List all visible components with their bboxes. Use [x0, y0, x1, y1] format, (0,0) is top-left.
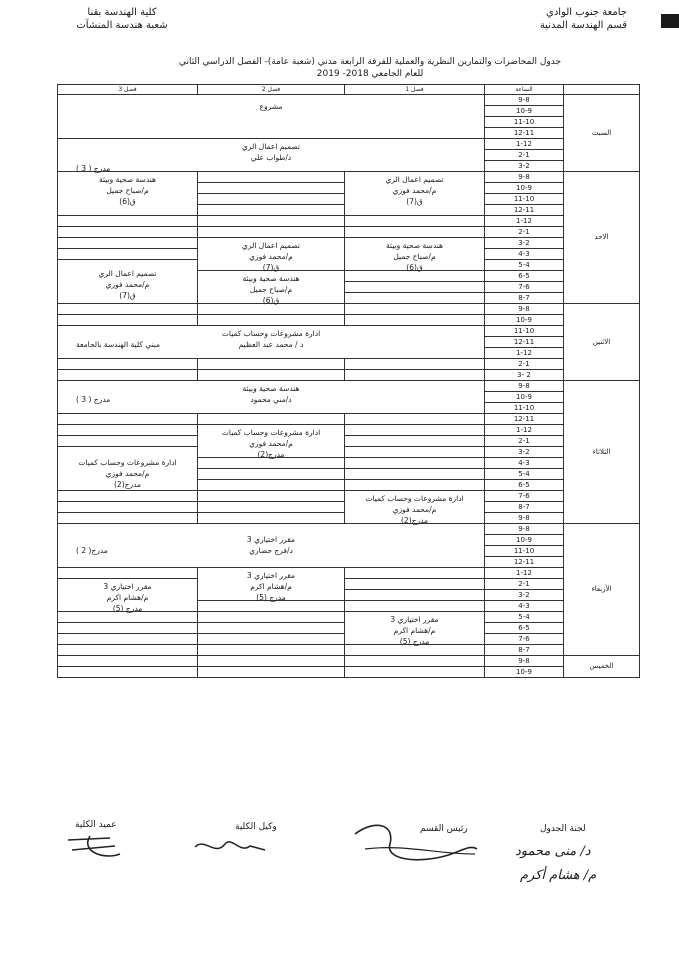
- time-slot: 9-8: [485, 656, 564, 667]
- committee-name-2: م/ هشام أكرم: [520, 868, 597, 883]
- time-slot: 3- 2: [485, 370, 564, 381]
- empty-cell: [198, 216, 345, 227]
- sat-event-irrigation: [58, 139, 485, 172]
- empty-cell: [58, 227, 198, 238]
- day-saturday: السبت: [564, 95, 640, 172]
- time-slot: 11-10: [485, 326, 564, 337]
- empty-cell: [58, 667, 198, 678]
- event-lecturer: م/محمد فوزي: [392, 186, 437, 195]
- time-slot: 6-5: [485, 623, 564, 634]
- event-room: مبني كلية الهندسة بالجامعة: [76, 340, 161, 349]
- empty-cell: [58, 216, 198, 227]
- sun-c3-sanitary: [58, 172, 198, 216]
- time-slot: 1-12: [485, 139, 564, 150]
- empty-cell: [198, 645, 345, 656]
- event-room: ق(7): [119, 291, 136, 300]
- time-slot: 1-12: [485, 425, 564, 436]
- time-slot: 9-8: [485, 381, 564, 392]
- empty-cell: [58, 623, 198, 634]
- faculty-header: [62, 6, 182, 32]
- empty-cell: [198, 359, 345, 370]
- empty-cell: [198, 491, 345, 502]
- event-lecturer: م/محمد فوزي: [392, 505, 437, 514]
- table-header-row: [58, 85, 640, 95]
- time-slot: 4-3: [485, 601, 564, 612]
- empty-cell: [58, 645, 198, 656]
- wed-c1-elective: [345, 612, 485, 645]
- time-slot: 10-9: [485, 392, 564, 403]
- empty-cell: [198, 227, 345, 238]
- event-title: مقرر اختياري 3: [246, 535, 296, 544]
- empty-cell: [58, 238, 198, 249]
- event-lecturer: م/صباح جميل: [249, 285, 293, 294]
- time-slot: 5-4: [485, 469, 564, 480]
- event-lecturer: م/هشام اكرم: [106, 593, 149, 602]
- event-room: ق(7): [262, 263, 280, 272]
- day-monday: الاثنين: [564, 304, 640, 381]
- empty-cell: [345, 601, 485, 612]
- time-slot: 1-12: [485, 216, 564, 227]
- time-slot: 5-4: [485, 612, 564, 623]
- time-slot: 6-5: [485, 480, 564, 491]
- time-slot: 2-1: [485, 227, 564, 238]
- col-class-3: فصل 3: [58, 85, 198, 95]
- event-title: هندسة صحية وبيئة: [99, 175, 156, 184]
- time-slot: 1-12: [485, 568, 564, 579]
- event-lecturer: م/محمد فوزي: [249, 439, 293, 448]
- time-slot: 9-8: [485, 172, 564, 183]
- time-slot: 8-7: [485, 645, 564, 656]
- time-slot: 8-7: [485, 502, 564, 513]
- time-slot: 10-9: [485, 535, 564, 546]
- empty-cell: [198, 370, 345, 381]
- event-lecturer: د / محمد عبد العظيم: [238, 340, 304, 349]
- empty-cell: [198, 205, 345, 216]
- schedule-title: جدول المحاضرات والتمارين النظرية والعملية للفرقة الرابعة مدني (شعبة عامة)- الفصل الدراسي الثاني: [178, 57, 562, 67]
- empty-cell: [198, 469, 345, 480]
- document-title: [120, 56, 620, 80]
- empty-cell: [58, 315, 198, 326]
- empty-cell: [58, 513, 198, 524]
- empty-cell: [198, 634, 345, 645]
- col-day: [564, 85, 640, 95]
- time-slot: 3-2: [485, 238, 564, 249]
- empty-cell: [198, 480, 345, 491]
- empty-cell: [198, 667, 345, 678]
- time-slot: 2-1: [485, 359, 564, 370]
- day-wednesday: الأربعاء: [564, 524, 640, 656]
- time-slot: 10-9: [485, 106, 564, 117]
- empty-cell: [198, 502, 345, 513]
- time-slot: 3-2: [485, 447, 564, 458]
- time-slot: 12-11: [485, 337, 564, 348]
- empty-cell: [58, 436, 198, 447]
- col-time: الساعة: [485, 85, 564, 95]
- event-room: ق(6): [406, 263, 423, 272]
- empty-cell: [58, 249, 198, 260]
- empty-cell: [345, 590, 485, 601]
- event-title: هندسة صحية وبيئة: [386, 241, 443, 250]
- sig-head-label: رئيس القسم: [420, 824, 468, 834]
- empty-cell: [345, 282, 485, 293]
- empty-cell: [58, 568, 198, 579]
- empty-cell: [58, 656, 198, 667]
- time-slot: 11-10: [485, 194, 564, 205]
- time-slot: 7-6: [485, 282, 564, 293]
- empty-cell: [198, 612, 345, 623]
- event-lecturer: د/فرج حضاري: [249, 546, 293, 555]
- time-slot: 9-8: [485, 304, 564, 315]
- time-slot: 12-11: [485, 557, 564, 568]
- sig-vicedean-label: وكيل الكلية: [235, 822, 277, 832]
- faculty-name: كلية الهندسة بقنا: [87, 7, 157, 18]
- event-lecturer: م/محمد فوزي: [249, 252, 293, 261]
- time-slot: 10-9: [485, 667, 564, 678]
- time-slot: 9-8: [485, 95, 564, 106]
- department-name: قسم الهندسة المدنية: [539, 20, 627, 31]
- university-name: جامعة جنوب الوادي: [546, 7, 627, 18]
- tue-event-sanitary: [58, 381, 485, 414]
- time-slot: 11-10: [485, 546, 564, 557]
- time-slot: 2-1: [485, 436, 564, 447]
- event-title: ادارة مشروعات وحساب كميات: [78, 458, 177, 467]
- division-name: شعبة هندسة المنشآت: [76, 20, 168, 31]
- event-lecturer: د/طواب علي: [250, 153, 292, 162]
- day-thursday: الخميس: [564, 656, 640, 678]
- time-slot: 7-6: [485, 491, 564, 502]
- sat-event-project: [58, 95, 485, 139]
- dean-signature-scribble: [60, 832, 130, 864]
- sun-c3-irrigation: [58, 260, 198, 304]
- academic-year: للعام الجامعي 2018- 2019: [316, 69, 424, 79]
- wed-c2-elective: [198, 568, 345, 601]
- empty-cell: [345, 304, 485, 315]
- empty-cell: [198, 656, 345, 667]
- corner-mark: [661, 14, 679, 28]
- empty-cell: [198, 183, 345, 194]
- time-slot: 4-3: [485, 458, 564, 469]
- empty-cell: [345, 656, 485, 667]
- empty-cell: [58, 491, 198, 502]
- schedule-table: [57, 84, 640, 678]
- sun-c2-irrigation: [198, 238, 345, 271]
- event-lecturer: م/صباح جميل: [106, 186, 149, 195]
- event-title: ادارة مشروعات وحساب كميات: [221, 329, 321, 338]
- empty-cell: [345, 568, 485, 579]
- time-slot: 12-11: [485, 414, 564, 425]
- time-slot: 3-2: [485, 590, 564, 601]
- head-signature-scribble: [345, 814, 485, 874]
- sun-c1-irrigation: [345, 172, 485, 216]
- day-sunday: الاحد: [564, 172, 640, 304]
- empty-cell: [345, 458, 485, 469]
- event-lecturer: م/محمد فوزي: [105, 469, 150, 478]
- event-lecturer: م/صباح جميل: [393, 252, 436, 261]
- event-room: مدرج ( 3 ): [76, 395, 111, 404]
- vicedean-signature-scribble: [190, 832, 270, 862]
- time-slot: 2-1: [485, 150, 564, 161]
- time-slot: 2-1: [485, 579, 564, 590]
- event-title: تصميم اعمال الري: [385, 175, 444, 184]
- event-room: ق(6): [119, 197, 136, 206]
- empty-cell: [58, 304, 198, 315]
- event-room: ق(7): [406, 197, 423, 206]
- empty-cell: [58, 502, 198, 513]
- time-slot: 10-9: [485, 183, 564, 194]
- empty-cell: [345, 436, 485, 447]
- empty-cell: [198, 513, 345, 524]
- sun-c1-sanitary: [345, 238, 485, 271]
- time-slot: 11-10: [485, 403, 564, 414]
- time-slot: 10-9: [485, 315, 564, 326]
- mon-event-project-mgmt: [58, 326, 485, 359]
- empty-cell: [58, 359, 198, 370]
- tue-c1-project-mgmt: [345, 491, 485, 524]
- empty-cell: [58, 425, 198, 436]
- time-slot: 1-12: [485, 348, 564, 359]
- event-title: مشروع: [259, 102, 283, 111]
- event-lecturer: م/هشام اكرم: [250, 582, 292, 591]
- event-room: مدرج (5): [112, 604, 143, 613]
- wed-c3-elective: [58, 579, 198, 612]
- empty-cell: [345, 667, 485, 678]
- empty-cell: [345, 359, 485, 370]
- event-title: مقرر اختياري 3: [246, 571, 296, 580]
- tue-c3-project-mgmt: [58, 447, 198, 491]
- empty-cell: [345, 447, 485, 458]
- university-header: [497, 6, 627, 32]
- time-slot: 11-10: [485, 117, 564, 128]
- event-title: مقرر اختياري 3: [390, 615, 439, 624]
- empty-cell: [58, 634, 198, 645]
- empty-cell: [58, 370, 198, 381]
- empty-cell: [345, 315, 485, 326]
- empty-cell: [345, 480, 485, 491]
- time-slot: 4-3: [485, 249, 564, 260]
- sig-committee-label: لجنة الجدول: [540, 824, 586, 834]
- empty-cell: [198, 623, 345, 634]
- time-slot: 12-11: [485, 128, 564, 139]
- event-room: مدرج(2): [113, 480, 142, 489]
- event-lecturer: د/مني محمود: [250, 395, 292, 404]
- time-slot: 8-7: [485, 293, 564, 304]
- empty-cell: [198, 414, 345, 425]
- event-title: تصميم اعمال الري: [98, 269, 157, 278]
- time-slot: 9-8: [485, 513, 564, 524]
- wed-event-elective: [58, 524, 485, 568]
- event-title: هندسة صحية وبيئة: [242, 384, 300, 393]
- time-slot: 12-11: [485, 205, 564, 216]
- empty-cell: [198, 194, 345, 205]
- time-slot: 9-8: [485, 524, 564, 535]
- day-tuesday: الثلاثاء: [564, 381, 640, 524]
- committee-name-1: د/ منى محمود: [515, 844, 591, 859]
- tue-c2-project-mgmt: [198, 425, 345, 458]
- empty-cell: [345, 469, 485, 480]
- time-slot: 7-6: [485, 634, 564, 645]
- event-title: تصميم اعمال الري: [242, 142, 300, 151]
- event-room: مدرج(2): [400, 516, 429, 525]
- time-slot: 6-5: [485, 271, 564, 282]
- event-room: مدرج(2): [257, 450, 285, 459]
- event-title: ادارة مشروعات وحساب كميات: [221, 428, 321, 437]
- event-room: مدرج( 2 ): [76, 546, 108, 555]
- time-slot: 3-2: [485, 161, 564, 172]
- event-title: هندسة صحية وبيئة: [242, 274, 300, 283]
- empty-cell: [345, 227, 485, 238]
- col-class-1: فصل 1: [345, 85, 485, 95]
- empty-cell: [198, 315, 345, 326]
- sig-dean-label: عميد الكلية: [75, 820, 117, 830]
- event-title: مقرر اختياري 3: [103, 582, 152, 591]
- col-class-2: فصل 2: [198, 85, 345, 95]
- event-title: تصميم اعمال الري: [242, 241, 300, 250]
- empty-cell: [345, 579, 485, 590]
- event-lecturer: م/هشام اكرم: [393, 626, 436, 635]
- empty-cell: [345, 414, 485, 425]
- empty-cell: [345, 216, 485, 227]
- event-title: ادارة مشروعات وحساب كميات: [365, 494, 464, 503]
- time-slot: 5-4: [485, 260, 564, 271]
- event-room: مدرج (5): [256, 593, 286, 602]
- sun-c2-sanitary: [198, 271, 345, 304]
- event-room: مدرج ( 3 ): [76, 164, 111, 173]
- empty-cell: [345, 293, 485, 304]
- event-lecturer: م/محمد فوزي: [105, 280, 150, 289]
- empty-cell: [345, 425, 485, 436]
- event-room: مدرج (5): [399, 637, 430, 646]
- empty-cell: [345, 370, 485, 381]
- empty-cell: [58, 414, 198, 425]
- event-room: ق(6): [262, 296, 280, 305]
